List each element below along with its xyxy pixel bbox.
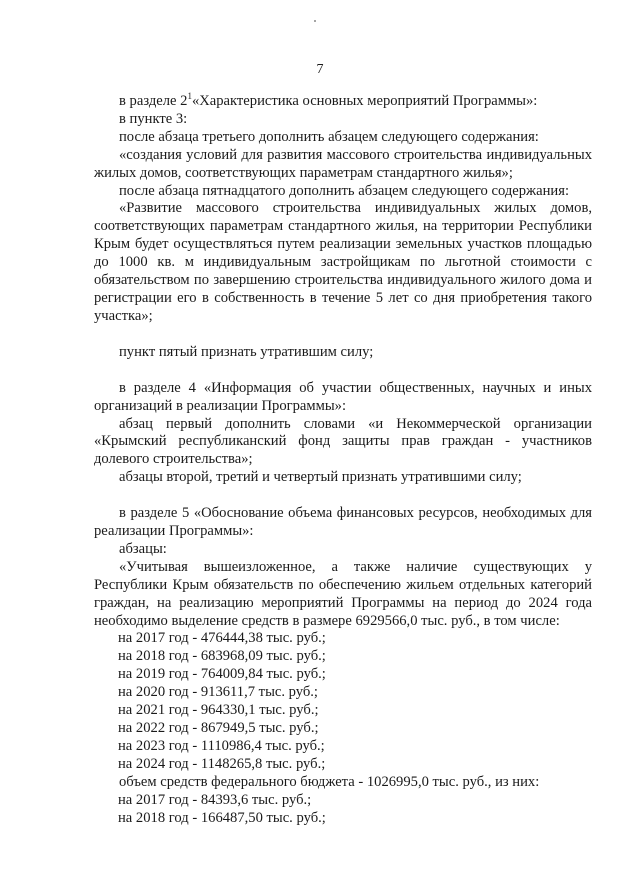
- federal-year-line: на 2017 год - 84393,6 тыс. руб.;: [118, 791, 312, 808]
- spacer: [94, 362, 592, 380]
- funding-by-year-list: [94, 630, 592, 773]
- page-number: 7: [316, 62, 324, 77]
- section-2-intro: [94, 93, 592, 111]
- after-third-paragraph: после абзаца третьего дополнить абзацем следующего содержания:: [119, 128, 539, 145]
- federal-year-line: на 2018 год - 166487,50 тыс. руб.;: [118, 809, 326, 826]
- scan-speck: [314, 20, 316, 22]
- funding-year-line: на 2017 год - 476444,38 тыс. руб.;: [118, 630, 326, 647]
- section-2-superscript: 1: [187, 91, 192, 102]
- section-2-intro-before: в разделе 2: [119, 93, 188, 109]
- spacer: [94, 326, 592, 344]
- section-4-first-paragraph: абзац первый дополнить словами «и Некоммерческой организации «Крымский республиканский фонд защиты прав граждан - участников долевого строительства»;: [94, 415, 592, 468]
- funding-year-line: на 2021 год - 964330,1 тыс. руб.;: [118, 702, 319, 719]
- section-2-intro-after: «Характеристика основных мероприятий Программы»:: [191, 93, 538, 109]
- funding-year-line: на 2019 год - 764009,84 тыс. руб.;: [118, 666, 326, 683]
- federal-budget-text: объем средств федерального бюджета - 1026995,0 тыс. руб., из них:: [119, 773, 540, 790]
- funding-text: «Учитывая вышеизложенное, а также наличие существующих у Республики Крым обязательств по обеспечению жильем отдельных категорий граждан, на реализацию мероприятий Программы на период до 2024 года необходимо выделение средств в размере 6929566,0 тыс. руб., в том числе:: [94, 558, 592, 629]
- funding-year-line: на 2022 год - 867949,5 тыс. руб.;: [118, 720, 319, 736]
- funding-year-line: на 2023 год - 1110986,4 тыс. руб.;: [118, 737, 325, 754]
- point-5-void: пункт пятый признать утратившим силу;: [119, 343, 374, 360]
- after-fifteenth-paragraph: после абзаца пятнадцатого дополнить абзацем следующего содержания:: [119, 182, 569, 199]
- section-5-intro: в разделе 5 «Обоснование объема финансовых ресурсов, необходимых для реализации Программы»:: [94, 505, 592, 540]
- funding-year-line: на 2020 год - 913611,7 тыс. руб.;: [118, 684, 318, 701]
- funding-year-line: на 2024 год - 1148265,8 тыс. руб.;: [118, 755, 326, 772]
- point-3: в пункте 3:: [119, 110, 188, 127]
- funding-year-line: на 2018 год - 683968,09 тыс. руб.;: [118, 648, 326, 665]
- spacer: [94, 487, 592, 505]
- insert-2: «Развитие массового строительства индивидуальных жилых домов, соответствующих параметрам стандартного жилья, на территории Республики Крым будет осуществляться путем реализации земельных участков площадью до 1000 кв. м индивидуальным застройщикам по льготной стоимости с обязательством по завершению строительства индивидуального жилого дома и регистрации его в собственность в течение 5 лет со дня приобретения такого участка»;: [94, 200, 592, 324]
- document-body: [94, 93, 592, 827]
- federal-by-year-list: [94, 792, 592, 828]
- paragraphs-label: абзацы:: [119, 540, 167, 557]
- section-4-intro: в разделе 4 «Информация об участии общественных, научных и иных организаций в реализации Программы»:: [94, 379, 592, 414]
- section-4-other-paragraphs: абзацы второй, третий и четвертый признать утратившими силу;: [119, 469, 522, 486]
- insert-1: «создания условий для развития массового строительства индивидуальных жилых домов, соответствующих параметрам стандартного жилья»;: [94, 146, 592, 181]
